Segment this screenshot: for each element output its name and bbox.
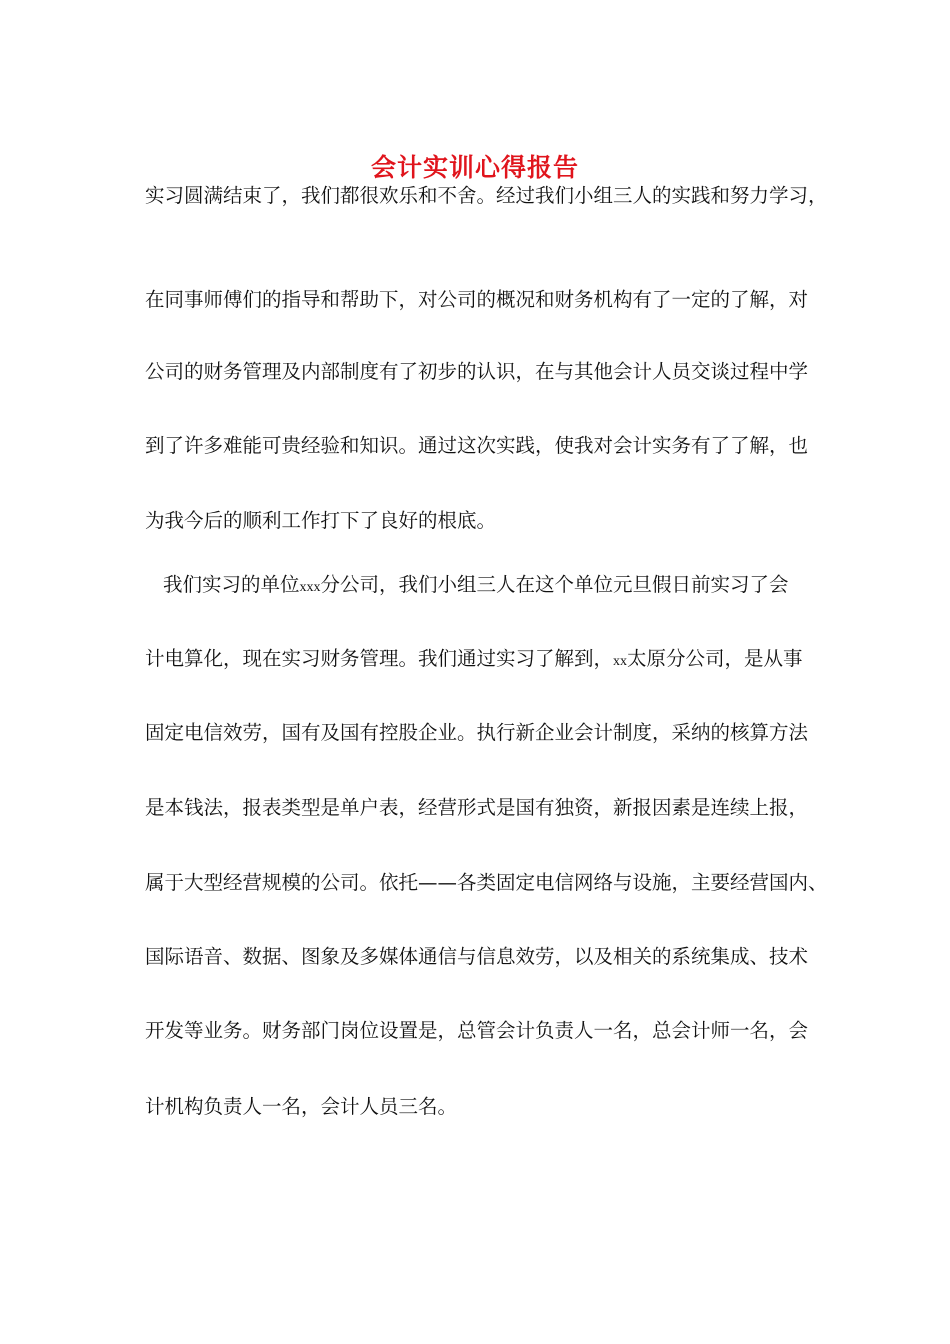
line-text: 计电算化，现在实习财务管理。我们通过实习了解到，	[145, 647, 614, 670]
company-code: xxx	[299, 580, 321, 595]
document-title: 会计实训心得报告	[370, 153, 579, 182]
paragraph-line: 固定电信效劳，国有及国有控股企业。执行新企业会计制度，采纳的核算方法	[145, 721, 809, 744]
paragraph-line: 属于大型经营规模的公司。依托——各类固定电信网络与设施，主要经营国内、	[145, 871, 828, 894]
paragraph-line: 开发等业务。财务部门岗位设置是，总管会计负责人一名，总会计师一名，会	[145, 1019, 809, 1042]
paragraph-line	[163, 570, 843, 603]
paragraph-line: 为我今后的顺利工作打下了良好的根底。	[145, 509, 497, 532]
paragraph-line: 公司的财务管理及内部制度有了初步的认识，在与其他会计人员交谈过程中学	[145, 360, 809, 383]
paragraph-line: 在同事师傅们的指导和帮助下，对公司的概况和财务机构有了一定的了解，对	[145, 288, 809, 311]
paragraph-line: 到了许多难能可贵经验和知识。通过这次实践，使我对会计实务有了了解，也	[145, 434, 809, 457]
line-text: 太原分公司，是从事	[627, 647, 803, 670]
paragraph-line: 计机构负责人一名，会计人员三名。	[145, 1095, 458, 1118]
paragraph-line	[145, 644, 825, 677]
paragraph-line: 是本钱法，报表类型是单户表，经营形式是国有独资，新报因素是连续上报，	[145, 796, 809, 819]
paragraph-line: 国际语音、数据、图象及多媒体通信与信息效劳，以及相关的系统集成、技术	[145, 945, 809, 968]
line-text: 分公司，我们小组三人在这个单位元旦假日前实习了会	[320, 573, 789, 596]
paragraph-line: 实习圆满结束了，我们都很欢乐和不舍。经过我们小组三人的实践和努力学习，	[145, 184, 828, 207]
line-text: 我们实习的单位	[163, 573, 300, 596]
company-code: xx	[613, 654, 628, 669]
